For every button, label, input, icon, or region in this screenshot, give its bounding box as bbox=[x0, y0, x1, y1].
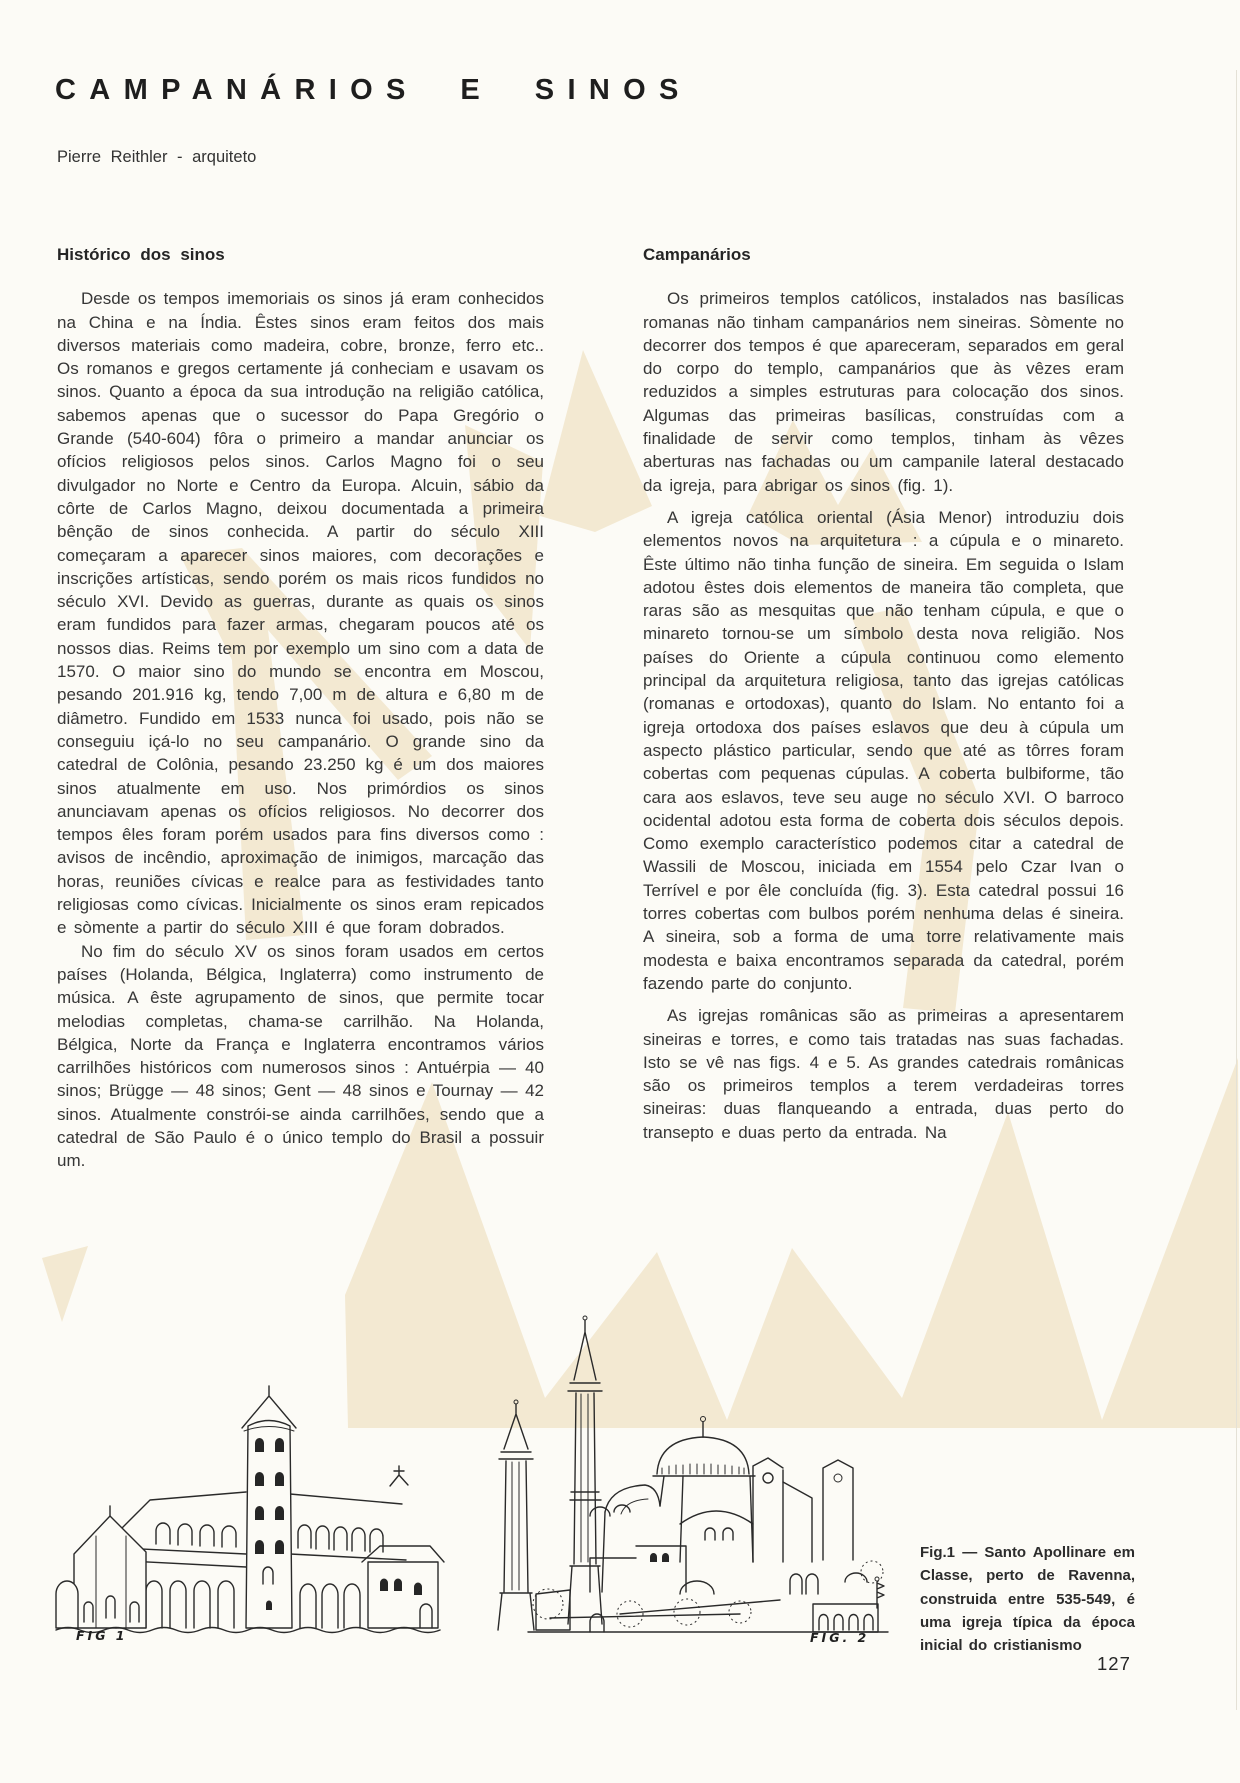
watermark-shape bbox=[42, 1246, 88, 1322]
scan-edge-line bbox=[1236, 70, 1237, 1710]
section-heading-campanarios: Campanários bbox=[643, 245, 751, 264]
body-paragraph: No fim do século XV os sinos foram usados em certos países (Holanda, Bélgica, Inglaterra) como instrumento de música. A êste agrupamento de sinos, que permite tocar melodias completas, chama-se carrilhão. Na Holanda, Bélgica, Norte da França e Inglaterra encontramos vários carrilhões históricos com numerosos sinos : Antuérpia — 40 sinos; Brügge — 48 sinos; Gent — 48 sinos e Tournay — 42 sinos. Atualmente constrói-se ainda carrilhões, sendo que a catedral de São Paulo é o único templo do Brasil a possuir um. bbox=[57, 941, 544, 1171]
fig1-drawing bbox=[50, 1382, 445, 1642]
lower-left-structures bbox=[536, 1546, 780, 1632]
central-mass bbox=[680, 1458, 812, 1562]
main-dome bbox=[653, 1417, 755, 1477]
fig2-drawing bbox=[440, 1162, 890, 1662]
page-number: 127 bbox=[1097, 1653, 1131, 1674]
basilica-apse bbox=[56, 1506, 146, 1628]
minaret-tall bbox=[568, 1316, 602, 1624]
figure-caption: Fig.1 — Santo Apollinare em Classe, perto de Ravenna, construida entre 535-549, é uma igreja típica da época inicial do cristianismo bbox=[920, 1544, 1135, 1654]
semidomes-and-cupolas bbox=[590, 1476, 664, 1592]
right-structures bbox=[790, 1460, 884, 1632]
body-paragraph: As igrejas românicas são as primeiras a apresentarem sineiras e torres, e como tais tratadas nas suas fachadas. Isto se vê nas figs. 4 e 5. As grandes catedrais românicas são os primeiros templos a terem verdadeiras torres sineiras: duas flanqueando a entrada, duas perto do transepto e duas perto da entrada. Na bbox=[643, 1006, 1124, 1142]
section-heading-historico: Histórico dos sinos bbox=[57, 245, 225, 264]
right-column bbox=[643, 243, 1124, 1153]
basilica-campanile-tower bbox=[242, 1386, 296, 1628]
body-paragraph: A igreja católica oriental (Ásia Menor) introduziu dois elementos novos na arquitetura : a cúpula e o minareto. Êste último não tinha função de sineira. Em seguida o Islam adotou êstes dois elementos de maneira tão completa, que raras são as mesquitas que não tenham cúpula, e que o minareto tornou-se um símbolo desta nova religião. Nos países do Oriente a cúpula continuou como elemento principal da arquitetura religiosa, tanto das igrejas católicas (romanas e ortodoxas), quanto do Islam. No entanto foi a igreja ortodoxa dos países eslavos que deu à cúpula um aspecto plástico particular, sendo que até as tôrres foram cobertas com pequenas cúpulas. A coberta bulbiforme, tão cara aos eslavos, teve seu auge no século XVI. O barroco ocidental adotou esta forma de coberta dois séculos depois. Como exemplo característico podemos citar a catedral de Wassili de Moscou, iniciada em 1554 pelo Czar Ivan o Terrível e por êle concluída (fig. 3). Esta catedral possui 16 torres cobertas com bulbos porém nenhuma delas é sineira. A sineira, sob a forma de uma torre relativamente mais modesta e baixa encontramos separada da catedral, porém fazendo parte do conjunto. bbox=[643, 507, 1124, 993]
page-title: CAMPANÁRIOS E SINOS bbox=[55, 74, 692, 106]
body-paragraph: Desde os tempos imemoriais os sinos já eram conhecidos na China e na Índia. Êstes sinos eram feitos dos mais diversos materiais como madeira, cobre, bronze, ferro etc.. Os romanos e gregos certamente já conheciam e usavam os sinos. Quanto a época da sua introdução na religião católica, sabemos apenas que o sucessor do Papa Gregório o Grande (540-604) fôra o primeiro a mandar anunciar os ofícios religiosos pelos sinos. Carlos Magno foi o seu divulgador no Norte e Centro da Europa. Alcuin, sábio da côrte de Carlos Magno, deixou documentada a primeira bênção de sinos conhecida. A partir do século XIII começaram a aparecer sinos maiores, com decorações e inscrições artísticas, sendo porém os mais ricos fundidos no século XVI. Devido as guerras, durante as quais os sinos eram fundidos para fazer armas, chegaram poucos até os nossos dias. Reims tem por exemplo um sino com a data de 1570. O maior sino do mundo se encontra em Moscou, pesando 201.916 kg, tendo 7,00 m de altura e 6,80 m de diâmetro. Fundido em 1533 nunca foi usado, pois não se conseguiu içá-lo no seu campanário. O grande sino da catedral de Colônia, pesando 23.250 kg é um dos maiores sinos atualmente em uso. Nos primórdios os sinos anunciavam apenas os ofícios religiosos. No decorrer dos tempos êles foram porém usados para fins diversos como : avisos de incêndio, aproximação de inimigos, marcação das horas, reuniões cívicas e realce para as festividades tanto religiosas como cívicas. Inicialmente os sinos eram repicados e sòmente a partir do século XIII é que foram dobrados. bbox=[57, 289, 544, 938]
author-line: Pierre Reithler - arquiteto bbox=[57, 148, 257, 166]
watermark-shape bbox=[540, 350, 652, 532]
body-paragraph: Os primeiros templos católicos, instalados nas basílicas romanas não tinham campanários nem sineiras. Sòmente no decorrer dos tempos é que apareceram, separados em geral do corpo do templo, campanários que às vêzes eram reduzidos a simples estruturas para colocação dos sinos. Algumas das primeiras basílicas, construídas com a finalidade de servir como templos, tinham às vêzes aberturas nas fachadas ou um campanile lateral destacado da igreja, para abrigar os sinos (fig. 1). bbox=[643, 289, 1124, 495]
minaret-left bbox=[498, 1400, 534, 1630]
fig2-label: FIG. 2 bbox=[810, 1630, 870, 1645]
fig1-label: FIG 1 bbox=[76, 1628, 128, 1643]
left-column bbox=[57, 243, 544, 1173]
